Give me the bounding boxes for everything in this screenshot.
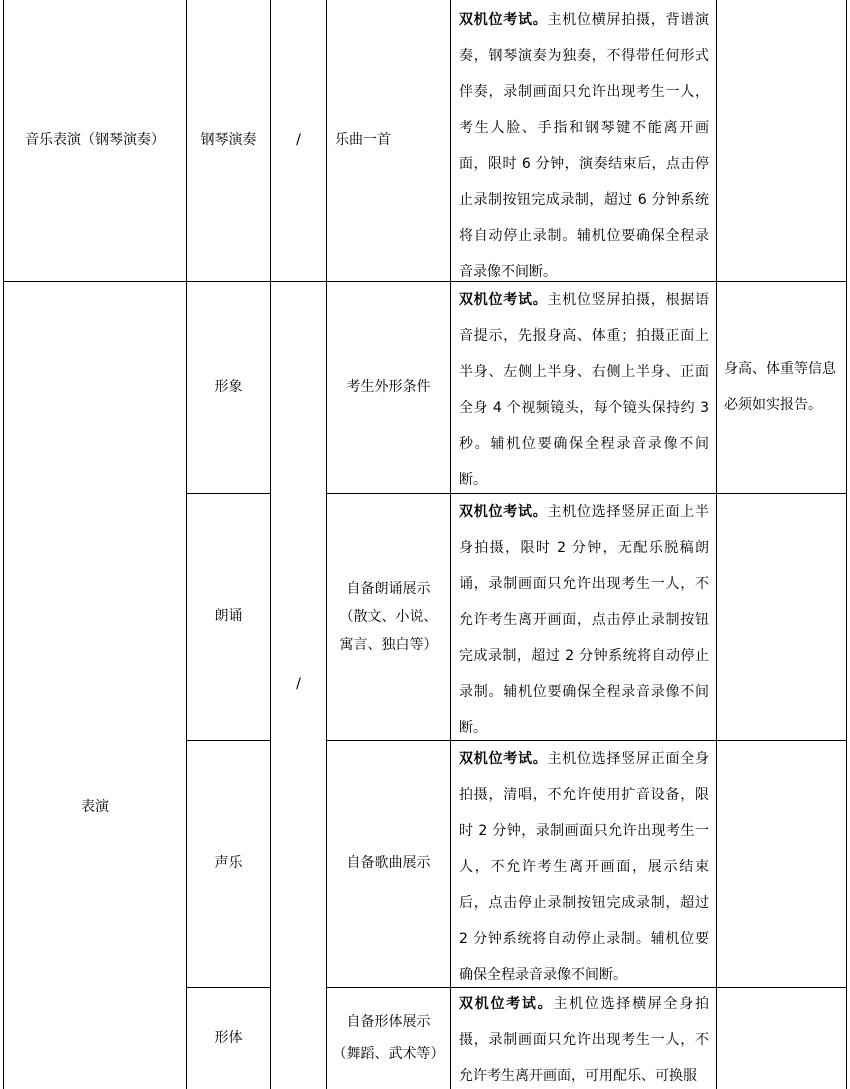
content-label: （散文、小说、 [339, 609, 438, 625]
table-border [450, 0, 451, 1089]
requirement-label: 双机位考试。 [459, 996, 554, 1012]
requirement-label: 双机位考试。 [459, 12, 548, 28]
placeholder-cell [271, 282, 326, 1089]
category-label: 表演 [81, 799, 109, 815]
requirement-label: 双机位考试。 [459, 292, 548, 308]
content-label: 考生外形条件 [346, 378, 431, 395]
category-cell [4, 0, 186, 281]
item-cell [187, 988, 270, 1089]
category-cell [4, 282, 186, 1089]
item-label: 声乐 [214, 855, 243, 872]
content-cell [327, 0, 450, 281]
item-cell [187, 494, 270, 740]
content-label: 寓言、独白等） [339, 637, 438, 653]
requirement-label: 双机位考试。 [459, 751, 548, 767]
requirement-text: 主机位选择竖屏正面全身拍摄，清唱，不允许使用扩音设备，限时 2 分钟，录制画面只允许出现考生一人，不允许考生离开画面，展示结束后，点击停止录制按钮完成录制，超过 2 分钟系统将自动停止录制。辅机位要确保全程录音录像不间断。 [459, 751, 709, 983]
content-label: 乐曲一首 [335, 131, 391, 148]
requirement-text: 主机位选择竖屏正面上半身拍摄，限时 2 分钟，无配乐脱稿朗诵，录制画面只允许出现考生一人，不允许考生离开画面，点击停止录制按钮完成录制，超过 2 分钟系统将自动停止录制。辅机位要确保全程录音录像不间断。 [459, 504, 709, 736]
table-border [846, 0, 847, 1089]
item-cell [187, 741, 270, 987]
content-label: （舞蹈、武术等） [332, 1046, 445, 1062]
item-label: 形体 [214, 1029, 243, 1046]
requirement-cell [459, 741, 709, 993]
table-border [716, 0, 717, 1089]
note-text: 身高、体重等信息必须如实报告。 [724, 361, 836, 413]
item-label: 朗诵 [214, 608, 243, 625]
item-cell [187, 282, 270, 493]
requirement-label: 双机位考试。 [459, 504, 548, 520]
requirement-text: 主机位竖屏拍摄，根据语音提示，先报身高、体重；拍摄正面上半身、左侧上半身、右侧上半身、正面全身 4 个视频镜头，每个镜头保持约 3 秒。辅机位要确保全程录音录像不间断。 [459, 292, 709, 488]
item-label: 钢琴演奏 [200, 131, 257, 148]
requirement-cell [459, 2, 709, 290]
content-cell [327, 741, 450, 987]
note-cell [724, 351, 842, 423]
item-label: 形象 [214, 378, 243, 395]
placeholder-cell [271, 0, 326, 281]
requirement-text: 主机位选择横屏全身拍摄，录制画面只允许出现考生一人，不允许考生离开画面，可用配乐、可换服 [459, 996, 709, 1084]
content-label: 自备歌曲展示 [346, 855, 431, 872]
requirement-cell [459, 494, 709, 746]
placeholder-slash: / [296, 131, 301, 148]
content-label: 自备朗诵展示 [346, 581, 431, 597]
content-cell [327, 282, 450, 493]
content-label: 自备形体展示 [346, 1014, 431, 1030]
requirement-text: 主机位横屏拍摄，背谱演奏，钢琴演奏为独奏，不得带任何形式伴奏，录制画面只允许出现考生一人，考生人脸、手指和钢琴键不能离开画面，限时 6 分钟，演奏结束后，点击停止录制按钮完成录制，超过 6 分钟系统将自动停止录制。辅机位要确保全程录音录像不间断。 [459, 12, 709, 280]
item-cell [187, 0, 270, 281]
content-cell [327, 494, 450, 740]
requirement-cell [459, 986, 709, 1089]
placeholder-slash: / [296, 676, 301, 692]
content-cell [327, 1002, 450, 1074]
category-label: 音乐表演（钢琴演奏） [25, 131, 165, 148]
requirement-cell [459, 282, 709, 498]
